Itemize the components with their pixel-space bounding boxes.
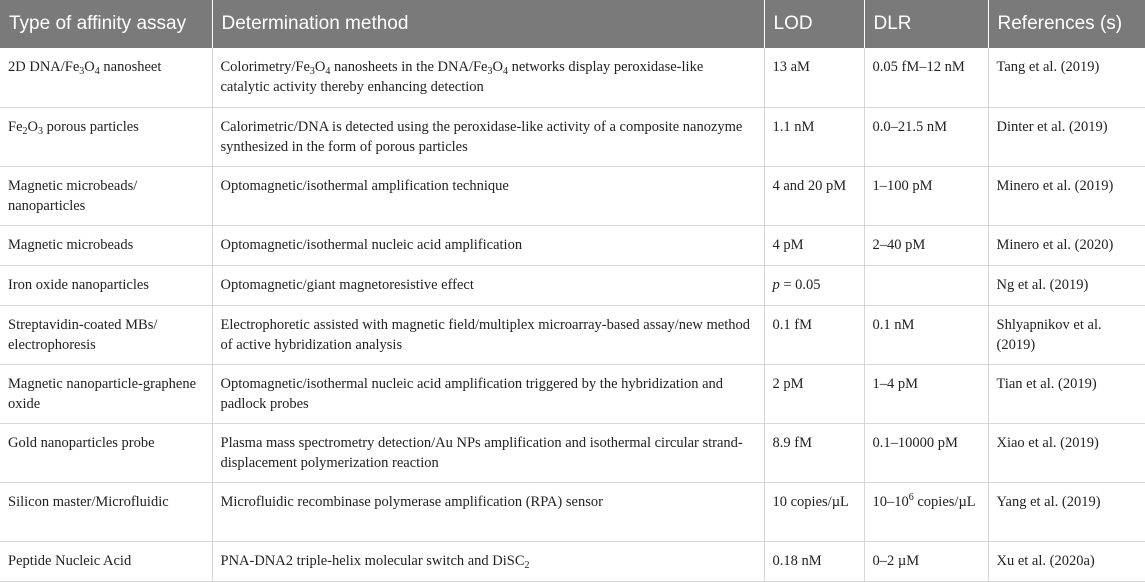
lod-cell: 0.18 nM [764, 541, 864, 581]
assay-cell: 2D DNA/$Fe_3O_4$ nanosheet [0, 48, 212, 107]
header-assay-type: Type of affinity assay [0, 0, 212, 48]
dlr-cell: 0.0–21.5 nM [864, 107, 988, 166]
table-row [0, 48, 1145, 107]
lod-cell: 8.9 fM [764, 423, 864, 482]
table-row [0, 225, 1145, 265]
table-row [0, 482, 1145, 541]
reference-cell: Xiao et al. (2019) [988, 423, 1145, 482]
assay-cell: Magnetic nanoparticle-graphene oxide [0, 364, 212, 423]
table-row [0, 265, 1145, 305]
lod-cell: 2 pM [764, 364, 864, 423]
dlr-cell: 0.05 fM–12 nM [864, 48, 988, 107]
assay-cell: Silicon master/Microfluidic [0, 482, 212, 541]
assay-cell: Peptide Nucleic Acid [0, 541, 212, 581]
reference-cell: Minero et al. (2020) [988, 225, 1145, 265]
header-lod: LOD [764, 0, 864, 48]
lod-cell: 4 and 20 pM [764, 166, 864, 225]
method-cell: Plasma mass spectrometry detection/Au NPs amplification and isothermal circular strand-displacement polymerization reaction [212, 423, 764, 482]
method-cell: Calorimetric/DNA is detected using the peroxidase-like activity of a composite nanozyme synthesized in the form of porous particles [212, 107, 764, 166]
method-cell: Optomagnetic/isothermal nucleic acid amplification [212, 225, 764, 265]
reference-cell: Ng et al. (2019) [988, 265, 1145, 305]
reference-cell: Yang et al. (2019) [988, 482, 1145, 541]
assay-cell: Iron oxide nanoparticles [0, 265, 212, 305]
table-row [0, 305, 1145, 364]
header-references: References (s) [988, 0, 1145, 48]
dlr-cell: 2–40 pM [864, 225, 988, 265]
method-cell: Electrophoretic assisted with magnetic field/multiplex microarray-based assay/new method of active hybridization analysis [212, 305, 764, 364]
dlr-cell: 0.1 nM [864, 305, 988, 364]
header-determination-method: Determination method [212, 0, 764, 48]
method-cell: PNA-DNA2 triple-helix molecular switch and DiSC$_2$ [212, 541, 764, 581]
lod-cell: 1.1 nM [764, 107, 864, 166]
lod-cell: 13 aM [764, 48, 864, 107]
table-row [0, 541, 1145, 581]
dlr-cell: 1–4 pM [864, 364, 988, 423]
table-row [0, 364, 1145, 423]
header-dlr: DLR [864, 0, 988, 48]
header-row [0, 0, 1145, 48]
lod-cell: p = 0.05 [764, 265, 864, 305]
lod-cell: 4 pM [764, 225, 864, 265]
reference-cell: Minero et al. (2019) [988, 166, 1145, 225]
reference-cell: Dinter et al. (2019) [988, 107, 1145, 166]
dlr-cell: 0–2 µM [864, 541, 988, 581]
lod-cell: 0.1 fM [764, 305, 864, 364]
reference-cell: Tian et al. (2019) [988, 364, 1145, 423]
table-row [0, 423, 1145, 482]
dlr-cell: 0.1–10000 pM [864, 423, 988, 482]
reference-cell: Tang et al. (2019) [988, 48, 1145, 107]
reference-cell: Xu et al. (2020a) [988, 541, 1145, 581]
method-cell: Optomagnetic/isothermal nucleic acid amplification triggered by the hybridization and padlock probes [212, 364, 764, 423]
lod-cell: 10 copies/µL [764, 482, 864, 541]
method-cell: Optomagnetic/giant magnetoresistive effect [212, 265, 764, 305]
assay-cell: $Fe_2O_3$ porous particles [0, 107, 212, 166]
method-cell: Optomagnetic/isothermal amplification technique [212, 166, 764, 225]
method-cell: Colorimetry/$Fe_3O_4$ nanosheets in the DNA/$Fe_3O_4$ networks display peroxidase-like catalytic activity thereby enhancing detection [212, 48, 764, 107]
dlr-cell [864, 265, 988, 305]
table-row [0, 166, 1145, 225]
assay-cell: Magnetic microbeads [0, 225, 212, 265]
table-row [0, 107, 1145, 166]
reference-cell: Shlyapnikov et al. (2019) [988, 305, 1145, 364]
method-cell: Microfluidic recombinase polymerase amplification (RPA) sensor [212, 482, 764, 541]
assay-cell: Streptavidin-coated MBs/ electrophoresis [0, 305, 212, 364]
dlr-cell: 1–100 pM [864, 166, 988, 225]
dlr-cell: $10-10^6$ copies/µL [864, 482, 988, 541]
assay-cell: Magnetic microbeads/ nanoparticles [0, 166, 212, 225]
assay-cell: Gold nanoparticles probe [0, 423, 212, 482]
